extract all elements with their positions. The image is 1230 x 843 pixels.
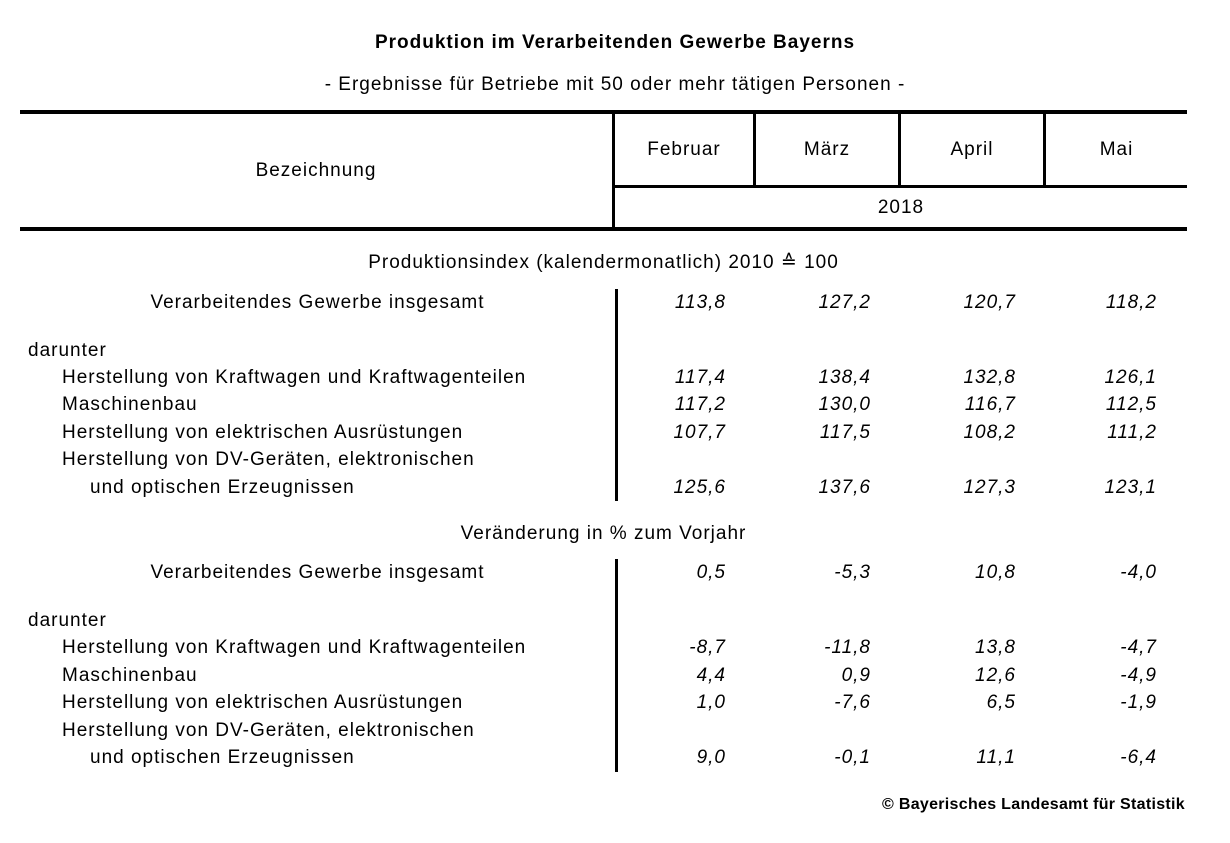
row-label: Herstellung von Kraftwagen und Kraftwagenteilen: [62, 637, 527, 659]
row-values: [615, 559, 1187, 587]
page-subtitle: - Ergebnisse für Betriebe mit 50 oder mehr tätigen Personen -: [324, 74, 906, 95]
cell-value: 10,8: [975, 562, 1016, 584]
spacer-row: [20, 317, 1187, 337]
cell-value: 9,0: [696, 746, 726, 768]
column-header-mai: Mai: [1099, 138, 1134, 160]
cell-value: 112,5: [1105, 394, 1157, 416]
cell-value: 117,5: [819, 421, 871, 443]
row-label: und optischen Erzeugnissen: [90, 476, 355, 498]
table-row-darunter: [20, 607, 1187, 634]
column-header-bezeichnung: Bezeichnung: [20, 114, 615, 227]
cell-value: 0,5: [696, 562, 726, 584]
cell-value: 118,2: [1105, 292, 1157, 313]
table-header: [20, 110, 1187, 231]
cell-value: 120,7: [963, 292, 1016, 313]
cell-value: -1,9: [1120, 692, 1157, 714]
table-row: [20, 364, 1187, 391]
cell-value: 11,1: [976, 746, 1016, 768]
cell-value: 12,6: [975, 664, 1016, 686]
cell-value: 113,8: [674, 292, 726, 313]
row-label: Herstellung von DV-Geräten, elektronischen: [62, 449, 475, 471]
table-row: [20, 690, 1187, 717]
row-label: Verarbeitendes Gewerbe insgesamt: [150, 292, 485, 313]
cell-value: 108,2: [963, 421, 1016, 443]
table-row: [20, 447, 1187, 474]
row-label: Herstellung von elektrischen Ausrüstungen: [62, 421, 464, 443]
row-label: Herstellung von elektrischen Ausrüstungen: [62, 692, 464, 714]
cell-value: 13,8: [975, 637, 1016, 659]
cell-value: -6,4: [1120, 746, 1157, 768]
row-label: Maschinenbau: [62, 664, 198, 686]
cell-value: -4,9: [1120, 664, 1157, 686]
page-title: Produktion im Verarbeitenden Gewerbe Bayerns: [374, 32, 856, 53]
row-label: Herstellung von Kraftwagen und Kraftwagenteilen: [62, 367, 527, 389]
row-values: [615, 744, 1187, 771]
cell-value: 1,0: [696, 692, 726, 714]
table-row: [20, 744, 1187, 771]
cell-value: -0,1: [834, 746, 871, 768]
month-year-header: [615, 114, 1187, 227]
cell-value: -4,7: [1120, 637, 1157, 659]
table-row-darunter: [20, 337, 1187, 364]
column-header-april: April: [901, 114, 1046, 185]
copyright-notice: © Bayerisches Landesamt für Statistik: [882, 795, 1185, 813]
column-header-maerz: März: [756, 114, 901, 185]
row-label: Maschinenbau: [62, 394, 198, 416]
cell-value: 137,6: [818, 476, 871, 498]
cell-value: 117,2: [674, 394, 726, 416]
cell-value: 138,4: [818, 367, 871, 389]
section-heading: Produktionsindex (kalendermonatlich) 2010 ≙ 100: [368, 252, 839, 273]
cell-value: 111,2: [1107, 421, 1157, 443]
table-row-total: [20, 559, 1187, 587]
row-values: [615, 364, 1187, 391]
cell-value: 123,1: [1104, 476, 1157, 498]
section-heading: Veränderung in % zum Vorjahr: [460, 523, 747, 545]
table-row: [20, 474, 1187, 501]
cell-value: 107,7: [673, 421, 726, 443]
cell-value: 126,1: [1104, 367, 1157, 389]
statistics-table: [20, 110, 1187, 772]
row-label: Herstellung von DV-Geräten, elektronischen: [62, 719, 475, 741]
cell-value: 132,8: [963, 367, 1016, 389]
spacer-row: [20, 587, 1187, 607]
table-row: [20, 662, 1187, 689]
table-row: [20, 717, 1187, 744]
row-label: darunter: [28, 339, 107, 361]
cell-value: 117,4: [674, 367, 726, 389]
cell-value: 116,7: [964, 394, 1016, 416]
row-label: darunter: [28, 610, 107, 632]
table-row-total: [20, 289, 1187, 317]
row-values: [615, 419, 1187, 446]
year-header: 2018: [877, 196, 925, 218]
row-label: Verarbeitendes Gewerbe insgesamt: [150, 562, 485, 584]
cell-value: -8,7: [689, 637, 726, 659]
row-values: [615, 289, 1187, 317]
column-header-februar: Februar: [615, 114, 756, 185]
row-values: [615, 690, 1187, 717]
row-values: [615, 474, 1187, 501]
months-row: [615, 114, 1187, 188]
table-row: [20, 635, 1187, 662]
cell-value: 127,3: [963, 476, 1016, 498]
cell-value: 6,5: [986, 692, 1016, 714]
row-values: [615, 662, 1187, 689]
cell-value: 0,9: [841, 664, 871, 686]
cell-value: -11,8: [824, 637, 871, 659]
table-row: [20, 392, 1187, 419]
table-row: [20, 419, 1187, 446]
cell-value: -7,6: [834, 692, 871, 714]
row-label: und optischen Erzeugnissen: [90, 746, 355, 768]
cell-value: 130,0: [818, 394, 871, 416]
cell-value: 127,2: [818, 292, 871, 313]
cell-value: -5,3: [834, 562, 871, 584]
cell-value: 4,4: [696, 664, 726, 686]
row-values: [615, 392, 1187, 419]
cell-value: 125,6: [673, 476, 726, 498]
section-produktionsindex: [20, 252, 1187, 501]
section-veraenderung: [20, 523, 1187, 771]
cell-value: -4,0: [1120, 562, 1157, 584]
row-values: [615, 635, 1187, 662]
